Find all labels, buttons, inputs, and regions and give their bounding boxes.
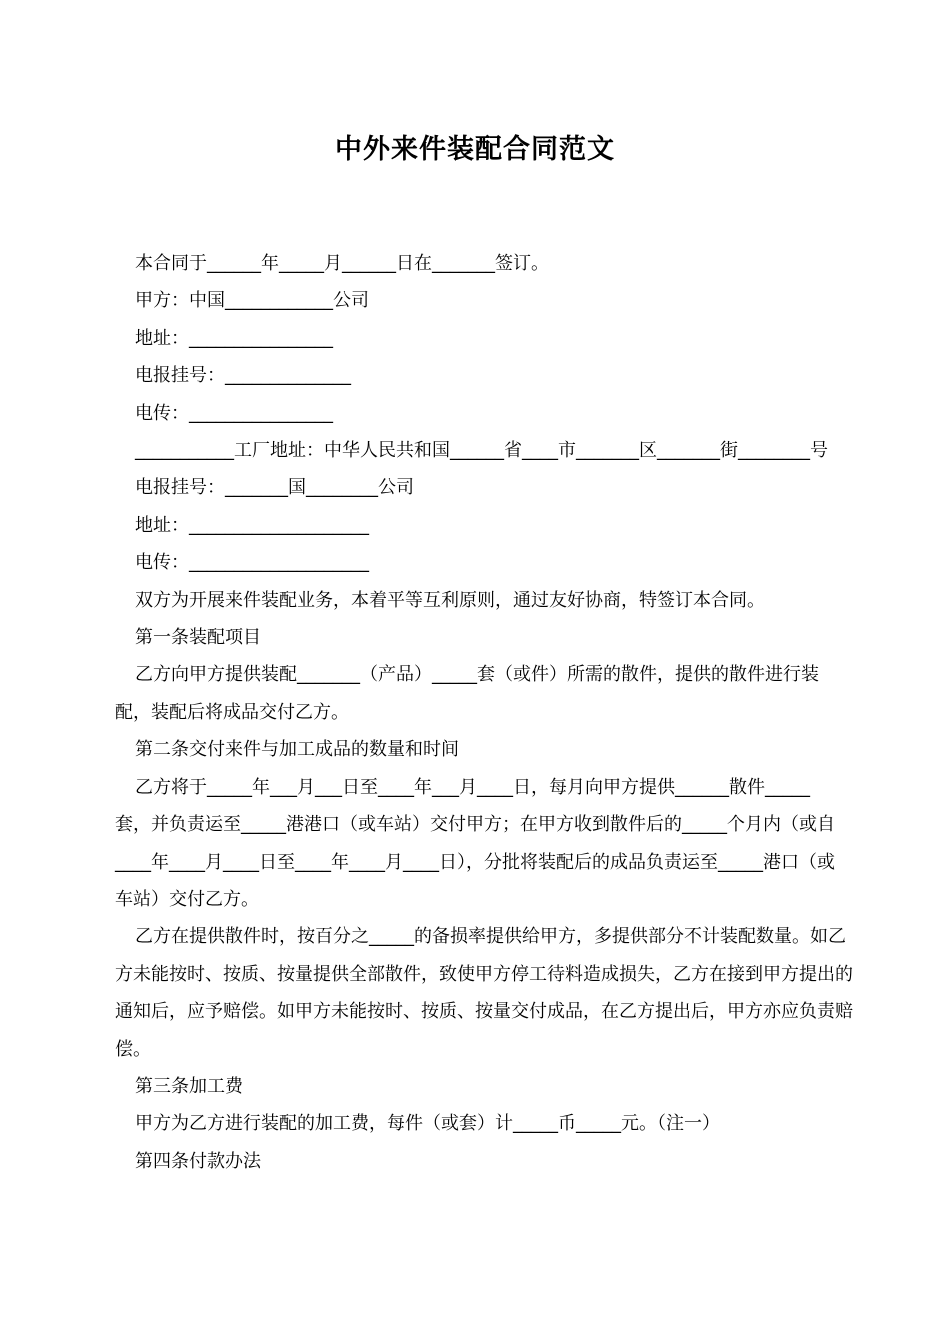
article-3-body: 甲方为乙方进行装配的加工费，每件（或套）计_____币_____元。（注一） <box>135 1113 720 1135</box>
article-1-heading: 第一条装配项目 <box>135 627 261 649</box>
paragraph-party-a-telex: 电传：________________ <box>135 402 333 424</box>
document-title: 中外来件装配合同范文 <box>335 134 615 165</box>
article-2-spare-parts: 乙方在提供散件时，按百分之_____的备损率提供给甲方，多提供部分不计装配数量。如乙方未能按时、按质、按量提供全部散件，致使甲方停工待料造成损失，乙方在接到甲方提出的通知后，应予赔偿。如甲方未能按时、按质、按量交付成品，在乙方提出后，甲方亦应负责赔偿。 <box>115 926 853 1060</box>
paragraph-party-b-address: 地址：____________________ <box>135 514 369 536</box>
article-2-body: 乙方将于_____年___月___日至____年___月____日，每月向甲方提供______散件_____套，并负责运至_____港港口（或车站）交付甲方；在甲方收到散件后的_____个月内（或自____年____月____日至____年____月____日），分批将装配后的成品负责运至_____港口（或车站）交付乙方。 <box>115 776 835 910</box>
paragraph-party-b-telex: 电传：____________________ <box>135 552 369 574</box>
paragraph-party-a: 甲方：中国____________公司 <box>135 290 369 312</box>
paragraph-party-a-address: 地址：________________ <box>135 327 333 349</box>
article-4-heading: 第四条付款办法 <box>135 1150 261 1172</box>
document-body <box>115 245 853 1180</box>
paragraph-factory-address: ___________工厂地址：中华人民共和国______省____市_______区_______街________号 <box>135 440 828 462</box>
article-3-heading: 第三条加工费 <box>135 1075 243 1097</box>
paragraph-party-b-cable: 电报挂号：_______国________公司 <box>135 477 414 499</box>
paragraph-preamble: 双方为开展来件装配业务，本着平等互利原则，通过友好协商，特签订本合同。 <box>135 589 765 611</box>
paragraph-signing-date: 本合同于______年_____月______日在_______签订。 <box>135 253 549 274</box>
article-1-body: 乙方向甲方提供装配_______（产品）_____套（或件）所需的散件，提供的散件进行装配，装配后将成品交付乙方。 <box>115 664 819 723</box>
paragraph-party-a-cable: 电报挂号：______________ <box>135 365 351 387</box>
article-2-heading: 第二条交付来件与加工成品的数量和时间 <box>135 739 459 761</box>
